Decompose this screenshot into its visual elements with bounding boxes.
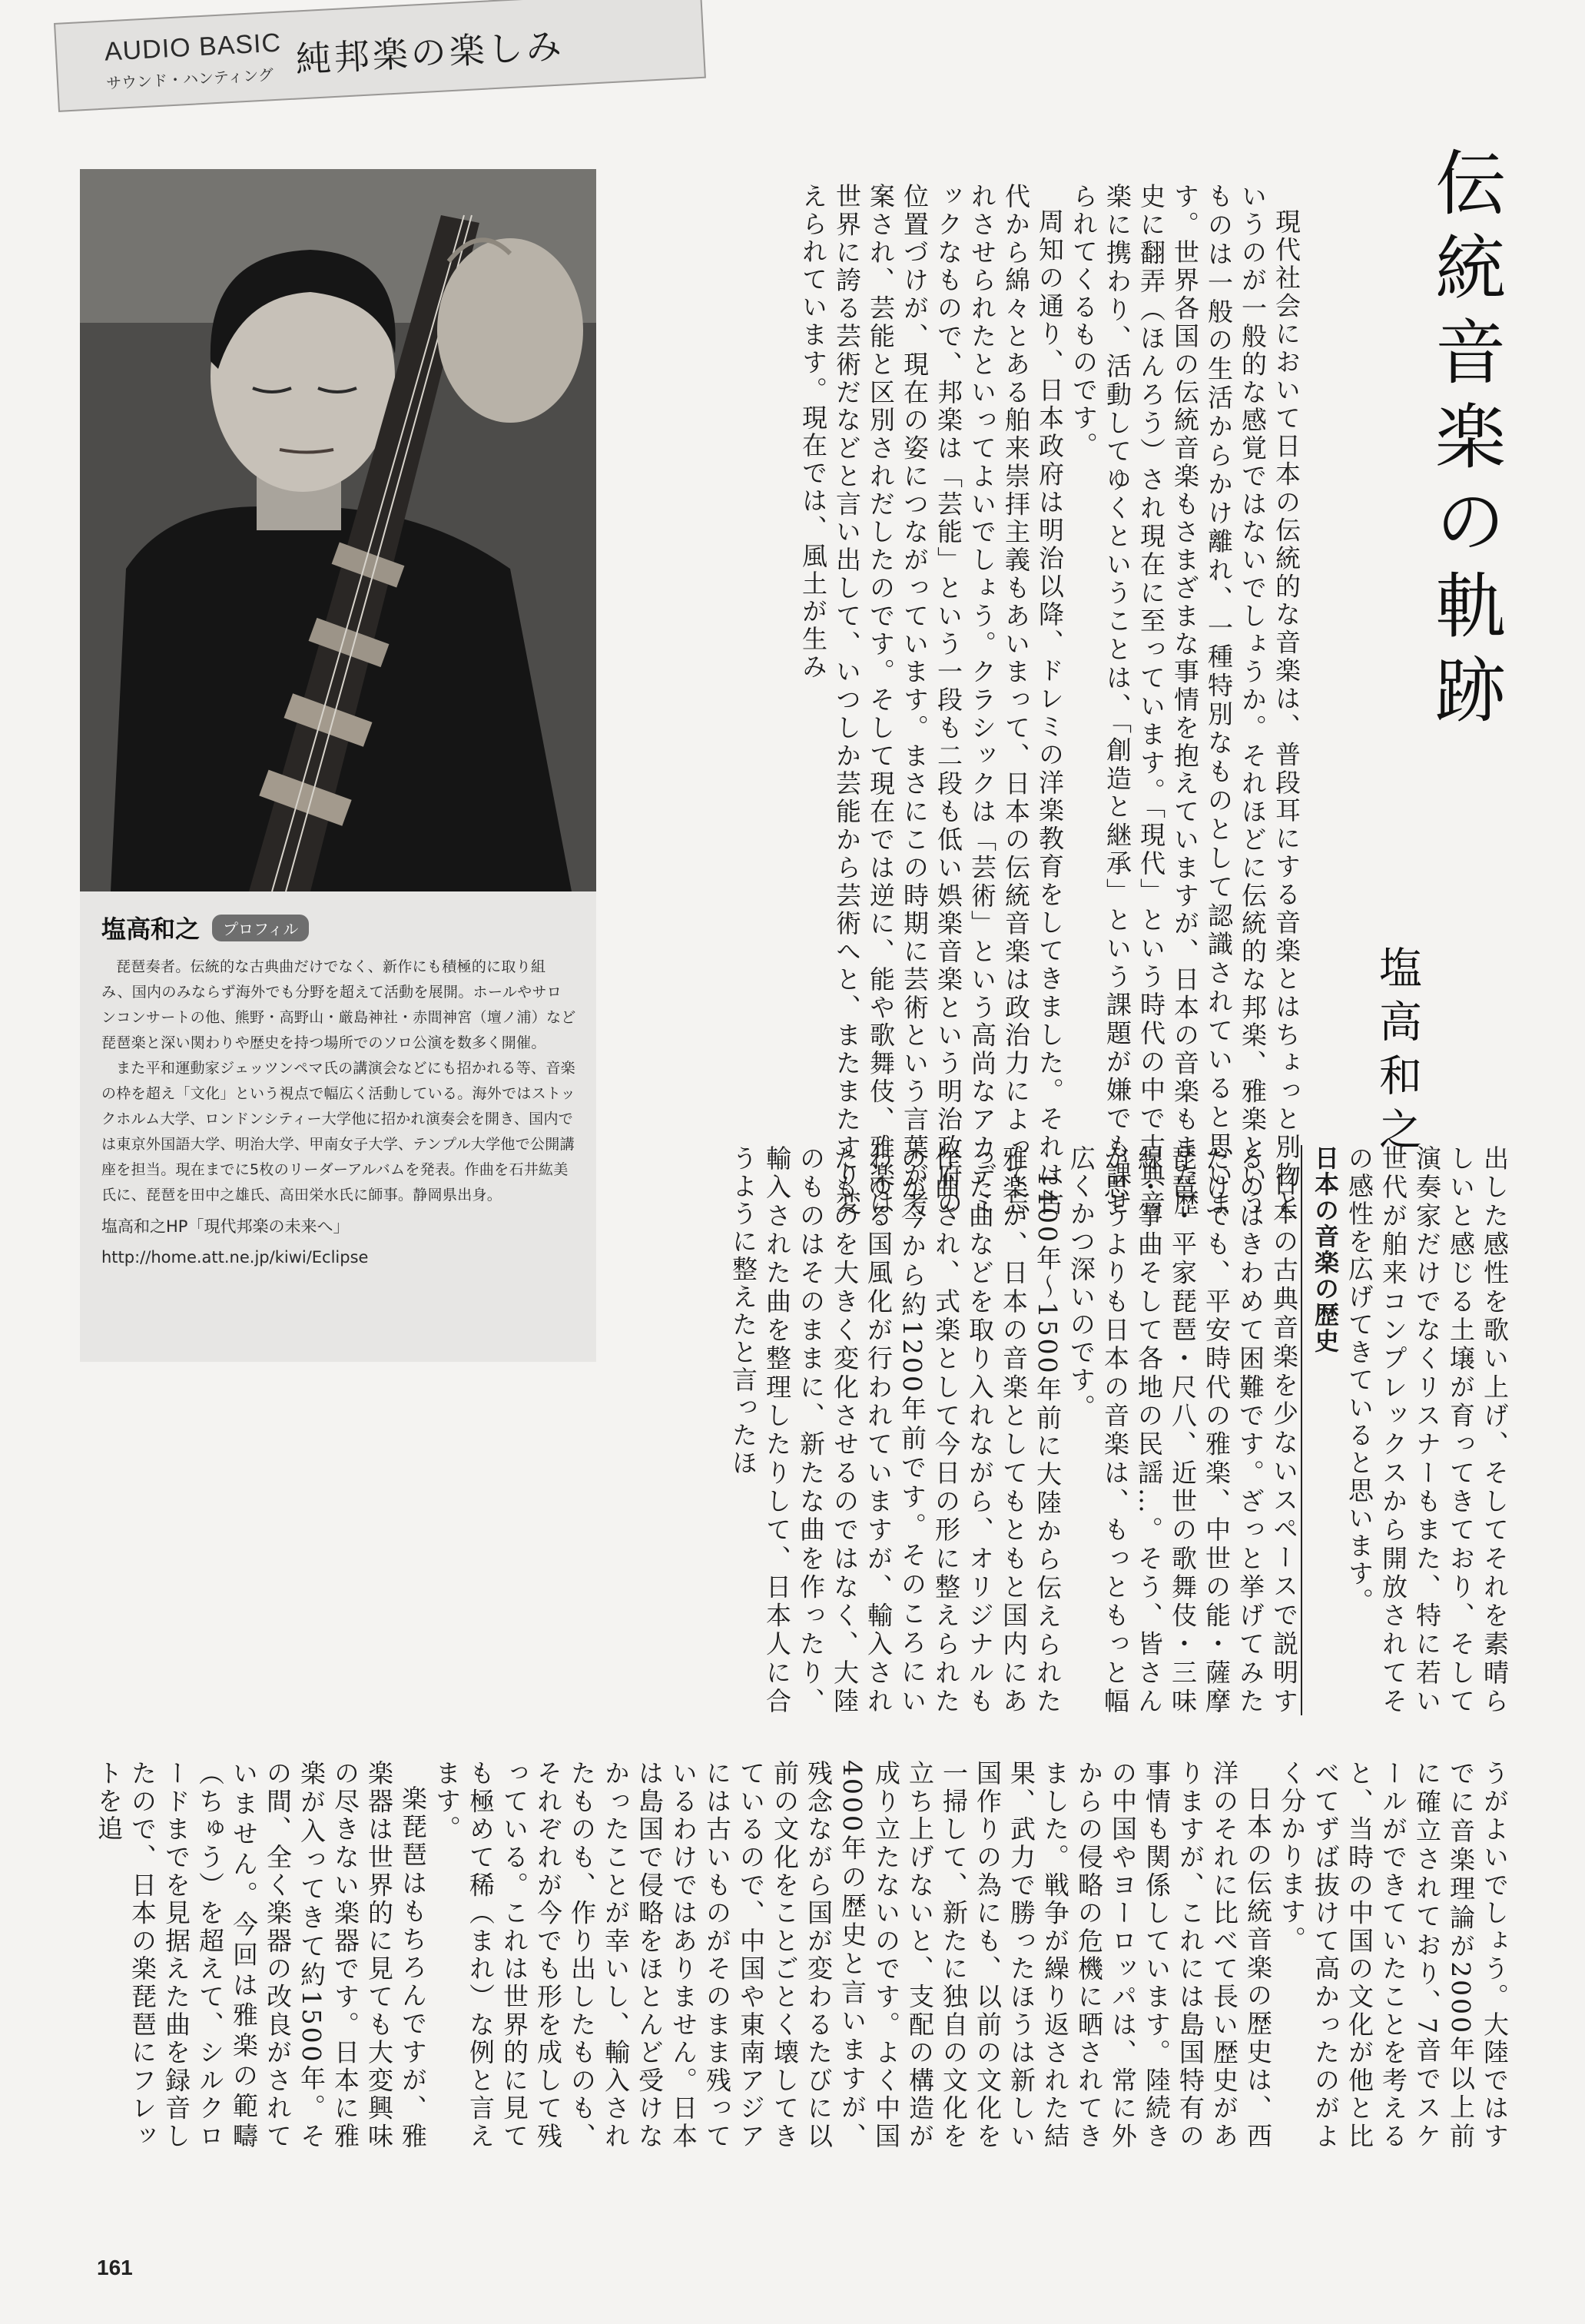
body-column-top <box>798 183 1303 1217</box>
body-paragraph: 日本の伝統音楽の歴史は、西洋のそれに比べて長い歴史がありますが、これには島国特有の事情も関係しています。陸続きの中国やヨーロッパは、常に外からの侵略の危機に晒されてきました。戦争が繰り返された結果、武力で勝ったほうは新しい国作りの為にも、以前の文化を一掃して、新たに独自の文化を立ち上げないと、支配の構造が成り立たないのです。よく中国4000年の歴史と言いますが、残念ながら国が変わるたびに以前の文化をことごとく壊してきているので、中国や東南アジアには古いものがそのまま残っているわけではありません。日本は島国で侵略をほとんど受けなかったことが幸いし、輸入されたものも、作り出したものも、それぞれが今でも形を成して残っている。これは世界的に見ても極めて稀（まれ）な例と言えます。 <box>432 1760 1273 2150</box>
section-heading: 日本の音楽の歴史 <box>1301 1145 1342 1715</box>
portrait-photo <box>80 169 596 891</box>
body-paragraph: 1400年～1500年前に大陸から伝えられた雅楽が、日本の音楽としてもともと国内にあった曲などを取り入れながら、オリジナルも作曲され、式楽として今日の形に整えられたのが今から約1200年前です。そのころにいわゆる国風化が行われていますが、輸入されたものを大きく変化させるのではなく、大陸のものはそのままに、新たな曲を作ったり、輸入された曲を整理したりして、日本人に合うように整えたと言ったほ <box>728 1145 1063 1715</box>
series-title-en: AUDIO BASIC <box>104 28 282 67</box>
profile-homepage <box>101 1211 576 1273</box>
profile-name: 塩高和之 <box>101 915 201 944</box>
series-subtitle: サウンド・ハンティング <box>105 65 274 93</box>
body-column-bottom <box>94 1760 1511 2150</box>
portrait-illustration <box>80 169 596 891</box>
profile-box <box>80 891 596 1362</box>
body-paragraph: 周知の通り、日本政府は明治以降、ドレミの洋楽教育をしてきました。それは古代から綿々とある舶来崇拝主義もあいまって、日本の伝統音楽は政治力によって忘れさせられたといってよいでしょう。クラシックは「芸術」という高尚なアカデミックなもので、邦楽は「芸能」という一段も二段も低い娯楽音楽という明治政府の位置づけが、現在の姿につながっています。まさにこの時期に芸術という言葉が考案され、芸能と区別されだしたのです。そして現在では逆に、能や歌舞伎、雅楽は世界に誇る芸術だなどと言い出して、いつしか芸能から芸術へと、またまたすり変えられています。現在では、風土が生み <box>798 183 1065 1217</box>
body-paragraph: 出した感性を歌い上げ、そしてそれを素晴らしいと感じる土壌が育ってきており、そして演奏家だけでなくリスナーもまた、特に若い世代が舶来コンプレックスから開放されてその感性を広げてきていると思います。 <box>1345 1145 1510 1715</box>
profile-badge: プロフィル <box>212 915 309 941</box>
profile-paragraph: また平和運動家ジェッツンペマ氏の講演会などにも招かれる等、音楽の枠を超え「文化」という視点で幅広く活動している。海外ではストックホルム大学、ロンドンシティー大学他に招かれ演奏会を開き、国内では東京外国語大学、明治大学、甲南女子大学、テンプル大学他で公開講座を担当。現在までに5枚のリーダーアルバムを発表。作曲を石井紘美氏に、琵琶を田中之雄氏、高田栄水氏に師事。静岡県出身。 <box>101 1060 576 1204</box>
body-paragraph: 日本の古典音楽を少ないスペースで説明するのはきわめて困難です。ざっと挙げてみただけでも、平安時代の雅楽、中世の能・薩摩琵琶・平家琵琶・尺八、近世の歌舞伎・三味線・箏曲そして各地の民謡…。そう、皆さんが思うよりも日本の音楽は、もっともっと幅広くかつ深いのです。 <box>1066 1145 1299 1716</box>
article-author: 塩高和之 <box>1372 945 1422 1160</box>
body-paragraph: 楽琵琶はもちろんですが、雅楽器は世界的に見ても大変興味の尽きない楽器です。日本に雅楽が入ってきて約1500年。その間、全く楽器の改良がされていません。今回は雅楽の範疇（ちゅう）を超えて、シルクロードまでを見据えた曲を録音したので、日本の楽琵琶にフレットを追 <box>94 1760 428 2150</box>
article-title: 伝統音楽の軌跡 <box>1424 146 1506 738</box>
header-banner <box>54 0 706 112</box>
homepage-label: 塩高和之HP「現代邦楽の未来へ」 <box>101 1217 350 1236</box>
profile-paragraph: 琵琶奏者。伝統的な古典曲だけでなく、新作にも積極的に取り組み、国内のみならず海外でも分野を超えて活動を展開。ホールやサロンコンサートの他、熊野・高野山・厳島神社・赤間神宮（壇ノ浦）など琵琶楽と深い関わりや歴史を持つ場所でのソロ公演を数多く開催。 <box>101 958 576 1051</box>
profile-text <box>101 954 576 1208</box>
series-title-jp: 純邦楽の楽しみ <box>294 25 565 81</box>
homepage-url[interactable]: http://home.att.ne.jp/kiwi/Eclipse <box>101 1248 369 1267</box>
body-paragraph: 現代社会において日本の伝統的な音楽は、普段耳にする音楽とはちょっと別物というのが一般的な感覚ではないでしょうか。それほどに伝統的な邦楽、雅楽というものは一般の生活からかけ離れ、一種特別なものとして認識されていると思います。世界各国の伝統音楽もさまざまな事情を抱えていますが、日本の音楽もまた歴史に翻弄（ほんろう）され現在に至っています。「現代」という時代の中で古典音楽に携わり、活動してゆくということは、「創造と継承」という課題が嫌でも課せられてくるものです。 <box>1069 183 1301 1217</box>
profile-header <box>101 910 576 945</box>
body-paragraph: うがよいでしょう。大陸ではすでに音楽理論が2000年以上前に確立されており、7音でスケールができていたことを考えると、当時の中国の文化が他と比べてずば抜けて高かったのがよく分かります。 <box>1277 1760 1510 2150</box>
page-number: 161 <box>97 2256 133 2279</box>
body-column-middle <box>728 1145 1511 1716</box>
